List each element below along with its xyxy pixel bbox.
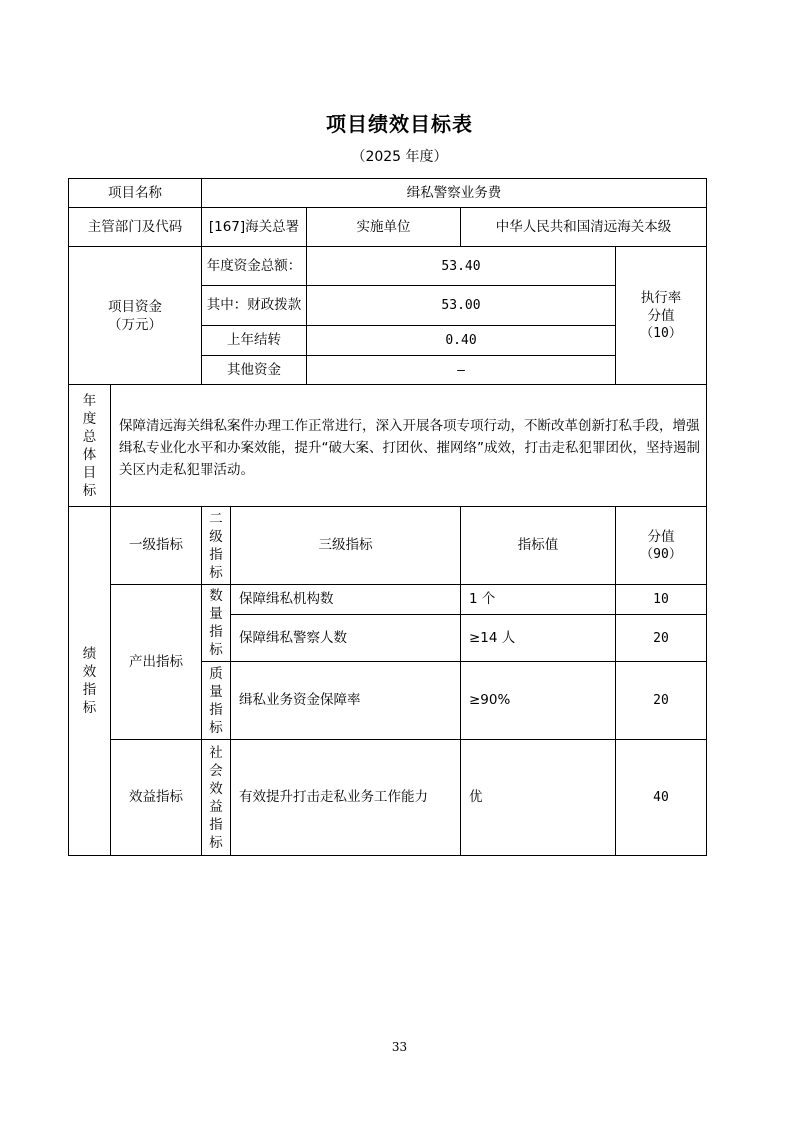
header-level3: 三级指标 — [230, 506, 461, 585]
execution-rate-line3: （10） — [640, 325, 682, 341]
indicator-name: 有效提升打击走私业务工作能力 — [230, 739, 461, 856]
department-value: [167]海关总署 — [201, 207, 307, 247]
header-level2-char: 指 — [209, 546, 223, 563]
annual-goal-label-char: 目 — [82, 464, 97, 481]
quantity-label-char: 指 — [209, 624, 223, 640]
funds-row-label: 年度资金总额： — [201, 246, 307, 286]
execution-rate-score — [615, 246, 707, 385]
project-funds-label-line1: 项目资金 — [108, 298, 162, 315]
header-level2-char: 标 — [209, 564, 223, 581]
header-level2 — [201, 506, 231, 585]
social-benefit-indicators-label — [201, 739, 231, 856]
header-score-line2: （90） — [640, 546, 682, 562]
quantity-label-char: 标 — [209, 642, 223, 658]
indicator-value: ≥14 人 — [460, 614, 616, 662]
project-funds-label — [68, 246, 202, 385]
indicator-score: 20 — [615, 661, 707, 740]
project-name-value: 缉私警察业务费 — [201, 178, 707, 208]
implementing-unit-value: 中华人民共和国清远海关本级 — [460, 207, 707, 247]
funds-row-label: 上年结转 — [201, 325, 307, 356]
project-funds-label-line2: （万元） — [108, 316, 162, 333]
benefit-indicators-label: 效益指标 — [110, 739, 202, 856]
execution-rate-line1: 执行率 — [640, 289, 682, 306]
header-level1: 一级指标 — [110, 506, 202, 585]
annual-goal-label-char: 年 — [82, 392, 97, 409]
performance-label-char: 标 — [82, 700, 97, 716]
quantity-label-char: 量 — [209, 606, 223, 622]
social-label-char: 效 — [209, 780, 223, 797]
implementing-unit-label: 实施单位 — [306, 207, 461, 247]
funds-row-value: 0.40 — [306, 325, 616, 356]
header-level2-char: 二 — [209, 510, 223, 527]
social-label-char: 会 — [209, 762, 223, 779]
funds-row-label: 其他资金 — [201, 355, 307, 385]
quality-indicators-label — [201, 661, 231, 740]
performance-indicators-label — [68, 506, 111, 856]
social-label-char: 标 — [209, 834, 223, 851]
performance-label-char: 绩 — [82, 646, 97, 662]
department-label: 主管部门及代码 — [68, 207, 202, 247]
header-score-line1: 分值 — [647, 528, 675, 545]
page-number: 33 — [391, 1040, 408, 1054]
quality-label-char: 指 — [209, 701, 223, 718]
performance-label-char: 效 — [82, 664, 97, 680]
indicator-name: 保障缉私机构数 — [230, 584, 461, 615]
indicator-score: 20 — [615, 614, 707, 662]
indicator-value: 优 — [460, 739, 616, 856]
page-title: 项目绩效目标表 — [326, 112, 473, 136]
performance-label-char: 指 — [82, 682, 97, 698]
funds-row-value: 53.00 — [306, 285, 616, 326]
indicator-score: 40 — [615, 739, 707, 856]
quantity-label-char: 数 — [209, 588, 223, 604]
funds-row-label: 其中：财政拨款 — [201, 285, 307, 326]
social-label-char: 益 — [209, 798, 223, 815]
output-indicators-label: 产出指标 — [110, 584, 202, 740]
social-label-char: 社 — [209, 744, 223, 761]
annual-goal-label-char: 总 — [82, 428, 97, 445]
quality-label-char: 标 — [209, 719, 223, 736]
annual-goal-label-char: 度 — [82, 410, 97, 427]
funds-row-value: – — [306, 355, 616, 385]
annual-goal-label-char: 体 — [82, 446, 97, 463]
annual-goal-label-char: 标 — [82, 482, 97, 499]
social-label-char: 指 — [209, 816, 223, 833]
execution-rate-line2: 分值 — [647, 307, 675, 324]
quality-label-char: 质 — [209, 665, 223, 682]
annual-goal-text: 保障清远海关缉私案件办理工作正常进行，深入开展各项专项行动，不断改革创新打私手段，增强缉私专业化水平和办案效能，提升“破大案、打团伙、摧网络”成效，打击走私犯罪团伙，坚持遏制关区内走私犯罪活动。 — [110, 384, 707, 507]
header-indicator-value: 指标值 — [460, 506, 616, 585]
indicator-value: 1 个 — [460, 584, 616, 615]
funds-row-value: 53.40 — [306, 246, 616, 286]
header-score — [615, 506, 707, 585]
quantity-indicators-label — [201, 584, 231, 662]
annual-goal-label — [68, 384, 111, 507]
quality-label-char: 量 — [209, 683, 223, 700]
indicator-name: 缉私业务资金保障率 — [230, 661, 461, 740]
header-level2-char: 级 — [209, 528, 223, 545]
page-subtitle: （2025 年度） — [351, 149, 448, 165]
indicator-name: 保障缉私警察人数 — [230, 614, 461, 662]
indicator-score: 10 — [615, 584, 707, 615]
project-name-label: 项目名称 — [68, 178, 202, 208]
indicator-value: ≥90% — [460, 661, 616, 740]
